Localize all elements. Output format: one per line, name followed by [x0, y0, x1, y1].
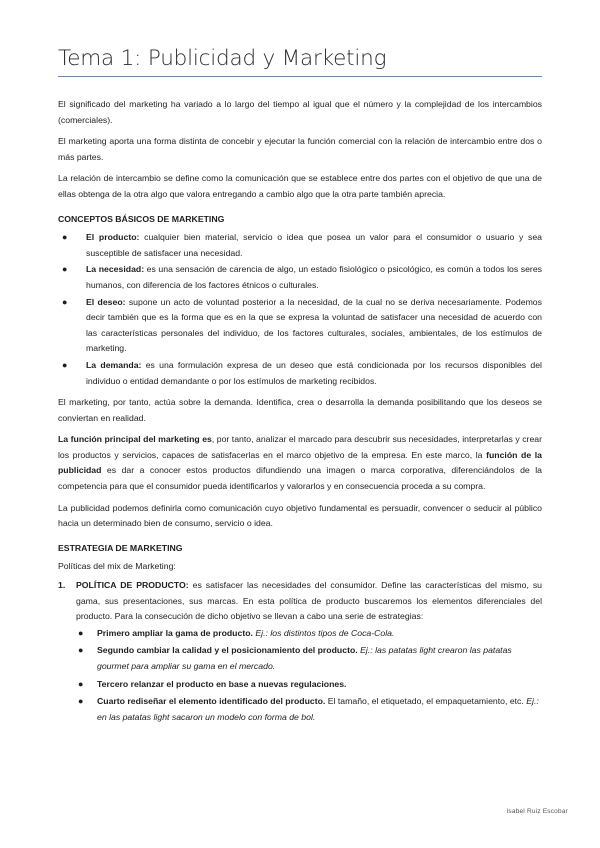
- sub-list-item: [76, 643, 542, 674]
- strategy-list: [58, 578, 542, 725]
- bullet-icon: ●: [78, 678, 84, 689]
- sub-list-item: [76, 694, 542, 725]
- sub-list-item: [76, 626, 542, 642]
- term: POLÍTICA DE PRODUCTO:: [76, 580, 189, 591]
- funcion-paragraph: [58, 432, 542, 494]
- bullet-icon: ●: [62, 232, 68, 243]
- list-item: [58, 578, 542, 725]
- sub-example: Ej.: los distintos tipos de Coca-Cola.: [255, 627, 395, 638]
- sub-plain: El tamaño, el etiquetado, el empaquetamiento, etc.: [325, 696, 527, 707]
- bullet-icon: ●: [78, 627, 84, 638]
- funcion-bold: La función principal del marketing es: [58, 434, 212, 445]
- list-item: [58, 295, 542, 357]
- sub-bold: Primero ampliar la gama de producto.: [97, 627, 253, 638]
- sub-example: Ej.: en las patatas light sacaron un modelo con forma de bol.: [97, 696, 539, 722]
- sub-bold: Tercero relanzar el producto en base a nuevas regulaciones.: [97, 678, 347, 689]
- definition: supone un acto de voluntad posterior a la necesidad, de la cual no se deriva necesariamente. Podemos decir también que es la forma que es en la que se expresa la voluntad de satisfacer una necesidad de acuerdo con las características personales del individuo, de los factores culturales, sociales, ambientales, de los estímulos de marketing.: [86, 296, 542, 354]
- demanda-paragraph: El marketing, por tanto, actúa sobre la demanda. Identifica, crea o desarrolla la demanda posibilitando que los deseos se conviertan en realidad.: [58, 397, 542, 423]
- bullet-icon: ●: [78, 696, 84, 707]
- funcion-text-2: es dar a conocer estos productos difundiendo una imagen o marca corporativa, diferenciándolos de la competencia para que el consumidor pueda identificarlos y valorarlos y en consecuencia proceda a su compra.: [58, 465, 542, 492]
- definition: es una sensación de carencia de algo, un estado fisiológico o psicológico, es común a todos los seres humanos, con diferencia de los factores étnicos o culturales.: [86, 264, 543, 290]
- document-page: [58, 44, 542, 727]
- intro-paragraph-1: El significado del marketing ha variado a lo largo del tiempo al igual que el número y la complejidad de los intercambios (comerciales).: [58, 99, 542, 125]
- bullet-icon: ●: [62, 359, 68, 370]
- bullet-icon: ●: [78, 645, 84, 656]
- page-title: Tema 1: Publicidad y Marketing: [58, 44, 542, 77]
- list-item: [58, 358, 542, 389]
- term: La necesidad:: [86, 264, 145, 275]
- term: El deseo:: [86, 296, 126, 307]
- sub-example: Ej.: las patatas light crearon las patatas gourmet para ampliar su gama en el mercado.: [97, 645, 512, 671]
- strategy-sublist: [76, 626, 542, 726]
- section-heading-conceptos: CONCEPTOS BÁSICOS DE MARKETING: [58, 213, 225, 224]
- sub-bold: Segundo cambiar la calidad y el posicionamiento del producto.: [97, 645, 358, 656]
- funcion-text: , por tanto, analizar el marcado para descubrir sus necesidades, interpretarlas y crear los productos y servicios, capaces de satisfacerlas en el marco objetivo de la empresa. En este marco, la: [58, 434, 542, 460]
- mix-lead: Políticas del mix de Marketing:: [58, 561, 176, 572]
- definition: es una formulación expresa de un deseo que está condicionada por los recursos disponibles del individuo o entidad demandante o por los estímulos de marketing recibidos.: [86, 359, 542, 386]
- term: La demanda:: [86, 359, 142, 370]
- bullet-icon: ●: [62, 296, 68, 307]
- intro-paragraph-3: La relación de intercambio se define como la comunicación que se establece entre dos partes con el objetivo de que una de ellas obtenga de la otra algo que valora entregando a cambio algo que la otra parte también aprecia.: [58, 173, 542, 199]
- sub-list-item: [76, 677, 542, 693]
- concepts-list: [58, 230, 542, 389]
- intro-paragraph-2: El marketing aporta una forma distinta de concebir y ejecutar la función comercial con la relación de intercambio entre dos o más partes.: [58, 136, 542, 162]
- sub-bold: Cuarto rediseñar el elemento identificado del producto.: [97, 696, 326, 707]
- section-heading-estrategia: ESTRATEGIA DE MARKETING: [58, 542, 183, 553]
- footer-author: Isabel Ruiz Escobar: [506, 808, 568, 815]
- list-item: [58, 262, 542, 293]
- definition: es satisfacer las necesidades del consumidor. Define las características del mismo, su gama, sus presentaciones, sus marcas. En esta política de producto buscaremos los elementos diferenciales del producto. Para la consecución de dicho objetivo se llevan a cabo una serie de estrategias:: [76, 580, 543, 622]
- publicidad-paragraph: La publicidad podemos definirla como comunicación cuyo objetivo fundamental es persuadir, convencer o seducir al público hacia un determinado bien de consumo, servicio o idea.: [58, 502, 542, 529]
- bullet-icon: ●: [62, 264, 68, 275]
- publicidad-bold: función de la publicidad: [58, 449, 543, 476]
- list-item: [58, 230, 542, 261]
- term: El producto:: [86, 232, 140, 243]
- definition: cualquier bien material, servicio o idea que posea un valor para el consumidor o usuario y sea susceptible de satisfacer una necesidad.: [86, 232, 542, 258]
- item-number: 1.: [58, 580, 66, 591]
